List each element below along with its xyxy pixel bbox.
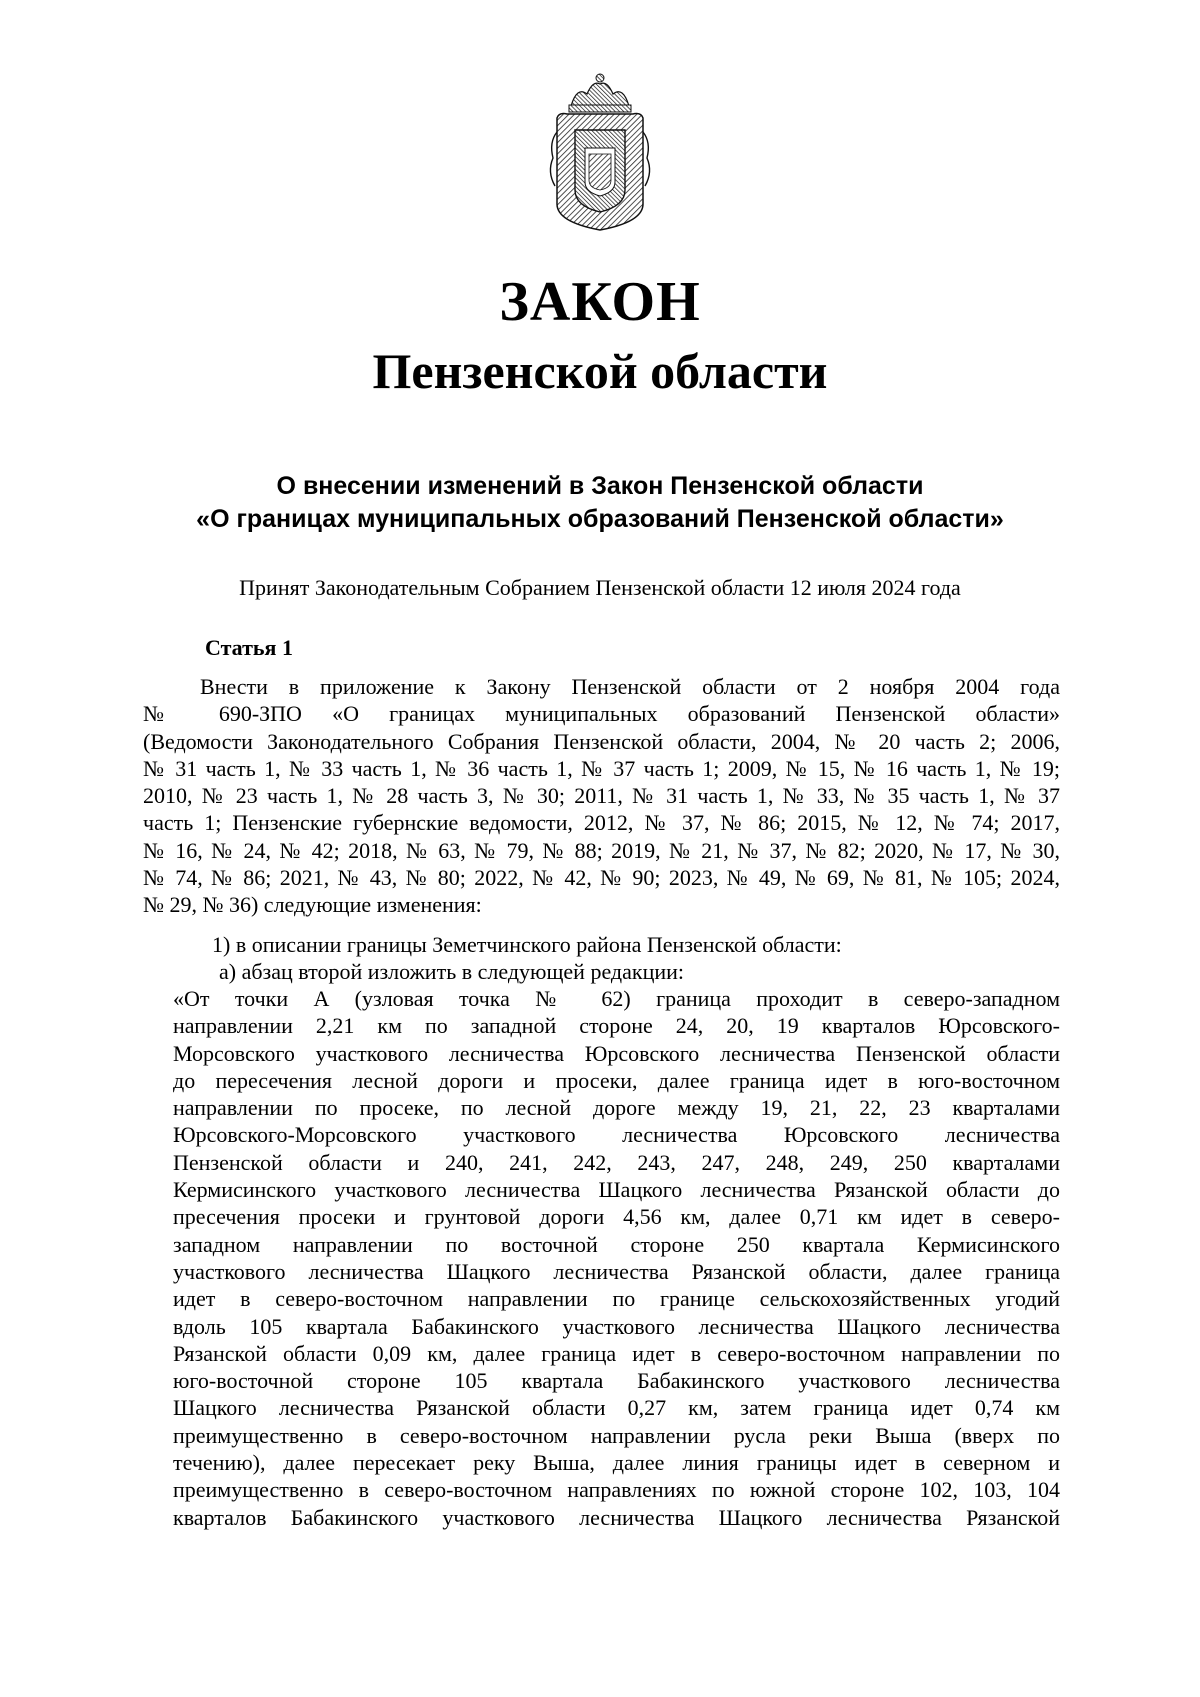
text-line: № 690-ЗПО «О границах муниципальных образований Пензенской области»: [143, 701, 1060, 727]
coat-of-arms-icon: [537, 72, 663, 234]
text-line: часть 1; Пензенские губернские ведомости, 2012, № 37, № 86; 2015, № 12, № 74; 2017,: [143, 810, 1060, 836]
text-line: Юрсовского-Морсовского участкового лесничества Юрсовского лесничества: [173, 1122, 1060, 1148]
subject-line: «О границах муниципальных образований Пензенской области»: [196, 505, 1004, 533]
article-intro: [143, 673, 1060, 919]
text-line: кварталов Бабакинского участкового лесничества Шацкого лесничества Рязанской: [173, 1504, 1060, 1530]
text-line: направлении по просеке, по лесной дороге между 19, 21, 22, 23 кварталами: [173, 1095, 1060, 1121]
quoted-amendment: [173, 985, 1060, 1531]
text-line: № 74, № 86; 2021, № 43, № 80; 2022, № 42, № 90; 2023, № 49, № 69, № 81, № 105; 2024,: [143, 865, 1060, 891]
text-line: Шацкого лесничества Рязанской области 0,27 км, затем граница идет 0,74 км: [173, 1395, 1060, 1421]
text-line: до пересечения лесной дороги и просеки, далее граница идет в юго-восточном: [173, 1067, 1060, 1093]
text-line: идет в северо-восточном направлении по границе сельскохозяйственных угодий: [173, 1286, 1060, 1312]
text-line: № 31 часть 1, № 33 часть 1, № 36 часть 1, № 37 часть 1; 2009, № 15, № 16 часть 1, № 19;: [143, 755, 1060, 781]
law-subject: [0, 470, 1200, 536]
text-line: Внести в приложение к Закону Пензенской области от 2 ноября 2004 года: [200, 674, 1060, 699]
text-line: Кермисинского участкового лесничества Шацкого лесничества Рязанской области до: [173, 1177, 1060, 1203]
text-line: юго-восточной стороне 105 квартала Бабакинского участкового лесничества: [173, 1368, 1060, 1394]
text-line: «От точки А (узловая точка № 62) граница проходит в северо-западном: [173, 986, 1060, 1011]
text-line: № 29, № 36) следующие изменения:: [143, 892, 482, 918]
adoption-note: Принят Законодательным Собранием Пензенской области 12 июля 2024 года: [239, 575, 961, 600]
article-heading: Статья 1: [205, 635, 293, 660]
text-line: течению), далее пересекает реку Выша, далее линия границы идет в северном и: [173, 1450, 1060, 1476]
text-line: западном направлении по восточной стороне 250 квартала Кермисинского: [173, 1231, 1060, 1257]
law-title: ЗАКОН: [499, 271, 701, 333]
text-line: направлении 2,21 км по западной стороне 24, 20, 19 кварталов Юрсовского-: [173, 1013, 1060, 1039]
list-item: 1) в описании границы Земетчинского района Пензенской области:: [212, 932, 842, 957]
text-line: участкового лесничества Шацкого лесничества Рязанской области, далее граница: [173, 1258, 1060, 1284]
subject-line: О внесении изменений в Закон Пензенской области: [276, 472, 924, 500]
text-line: преимущественно в северо-восточном направлениях по южной стороне 102, 103, 104: [173, 1477, 1060, 1503]
text-line: вдоль 105 квартала Бабакинского участкового лесничества Шацкого лесничества: [173, 1313, 1060, 1339]
law-region: Пензенской области: [372, 343, 828, 399]
text-line: (Ведомости Законодательного Собрания Пензенской области, 2004, № 20 часть 2; 2006,: [143, 728, 1060, 754]
text-line: преимущественно в северо-восточном направлении русла реки Выша (вверх по: [173, 1422, 1060, 1448]
text-line: пресечения просеки и грунтовой дороги 4,56 км, далее 0,71 км идет в северо-: [173, 1204, 1060, 1230]
text-line: 2010, № 23 часть 1, № 28 часть 3, № 30; 2011, № 31 часть 1, № 33, № 35 часть 1, № 37: [143, 783, 1060, 809]
text-line: Пензенской области и 240, 241, 242, 243, 247, 248, 249, 250 кварталами: [173, 1149, 1060, 1175]
text-line: Рязанской области 0,09 км, далее граница идет в северо-восточном направлении по: [173, 1340, 1060, 1366]
text-line: № 16, № 24, № 42; 2018, № 63, № 79, № 88; 2019, № 21, № 37, № 82; 2020, № 17, № 30,: [143, 837, 1060, 863]
text-line: Морсовского участкового лесничества Юрсовского лесничества Пензенской области: [173, 1040, 1060, 1066]
list-subitem: а) абзац второй изложить в следующей редакции:: [219, 959, 684, 984]
